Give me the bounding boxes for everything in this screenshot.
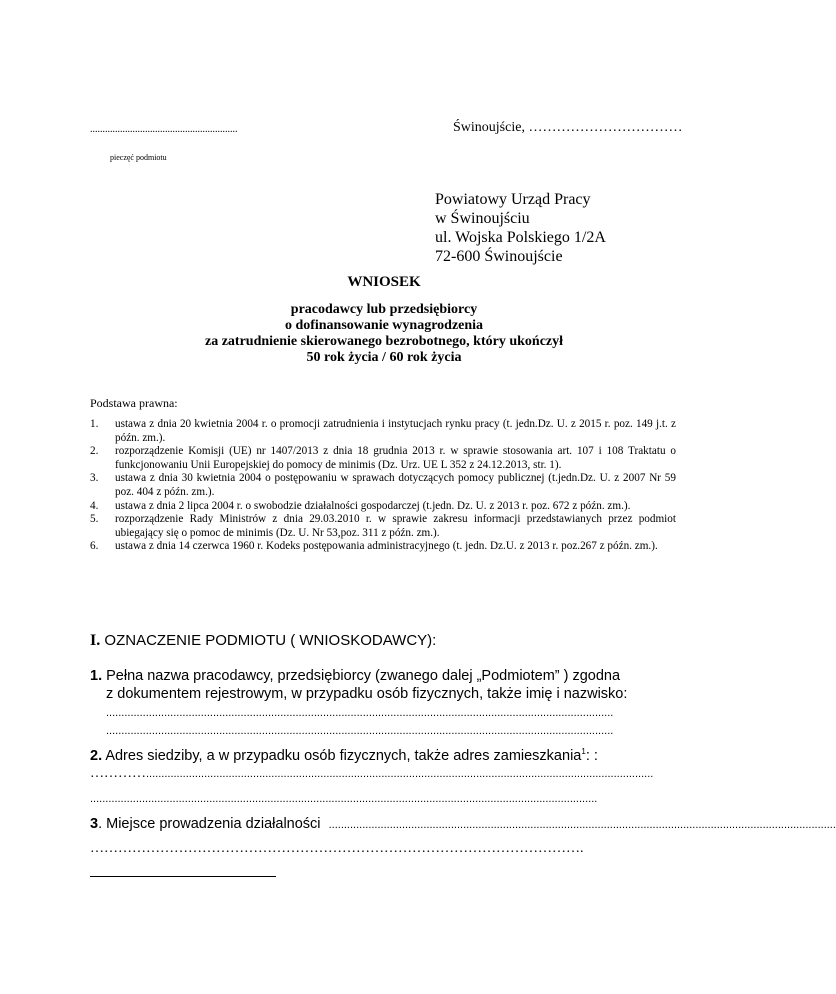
list-item-number: 5. xyxy=(90,513,99,526)
addressee-line: 72-600 Świnoujście xyxy=(435,248,563,265)
section-title: OZNACZENIE PODMIOTU ( WNIOSKODAWCY): xyxy=(100,632,437,649)
field-label-text: . Miejsce prowadzenia działalności xyxy=(98,816,321,832)
field-3-input-line[interactable]: ……………………………………………………………………………………………. xyxy=(90,841,584,856)
addressee-line: ul. Wojska Polskiego 1/2A xyxy=(435,229,606,246)
title-line: o dofinansowanie wynagrodzenia xyxy=(284,318,484,333)
field-1-label xyxy=(90,667,670,685)
list-item-text: ustawa z dnia 20 kwietnia 2004 r. o promocji zatrudnienia i instytucjach rynku pracy (t. jedn.Dz. U. z 2015 r. poz. 149 j.t. z późn. zm.). xyxy=(115,418,676,444)
place-date: Świnoujście, …………………………… xyxy=(453,120,683,135)
title-line: za zatrudnienie skierowanego bezrobotnego, który ukończył xyxy=(204,334,564,349)
field-2-dots-fill: ...................................................................................................................................................................... xyxy=(146,768,654,780)
legal-basis-list xyxy=(90,418,676,554)
list-item-text: ustawa z dnia 14 czerwca 1960 r. Kodeks postępowania administracyjnego (t. jedn. Dz.U. z 2013 r. poz.267 z późn. zm.). xyxy=(115,540,658,553)
list-item-number: 6. xyxy=(90,540,99,553)
field-label-text: Pełna nazwa pracodawcy, przedsiębiorcy (zwanego dalej „Podmiotem” ) zgodna xyxy=(102,668,621,684)
list-item xyxy=(90,500,676,514)
list-item xyxy=(90,445,676,472)
document-title xyxy=(0,274,768,366)
footnote-separator xyxy=(90,876,276,877)
list-item xyxy=(90,472,676,499)
list-item-number: 1. xyxy=(90,418,99,430)
addressee-line: Powiatowy Urząd Pracy xyxy=(435,191,591,208)
field-1-input-line[interactable]: ...................................................................................................................................................................... xyxy=(106,725,614,737)
stamp-dotted-line: ........................................................... xyxy=(90,124,238,135)
section-heading xyxy=(90,632,436,650)
list-item xyxy=(90,513,676,540)
field-1-input-line[interactable]: ...................................................................................................................................................................... xyxy=(106,707,614,719)
addressee-line: w Świnoujściu xyxy=(435,210,530,227)
list-item-text: rozporządzenie Komisji (UE) nr 1407/2013 z dnia 18 grudnia 2013 r. w sprawie stosowania art. 107 i 108 Traktatu o funkcjonowaniu Unii Europejskiej do pomocy de minimis (Dz. Urz. UE L 352 z 24.12.2013, str. 1). xyxy=(115,445,676,471)
list-item-text: rozporządzenie Rady Ministrów z dnia 29.03.2010 r. w sprawie zakresu informacji przedstawianych przez podmiot ubiegający się o pomoc de minimis (Dz. U. Nr 53,poz. 311 z późn. zm.). xyxy=(115,513,676,539)
field-2-input-line[interactable] xyxy=(90,764,668,783)
field-1-label-cont: z dokumentem rejestrowym, w przypadku osób fizycznych, także imię i nazwisko: xyxy=(106,686,628,702)
addressee-block xyxy=(435,190,606,266)
section-number: I. xyxy=(90,632,101,649)
field-label-tail: : : xyxy=(585,747,598,764)
list-item-number: 3. xyxy=(90,472,99,485)
field-number: 1. xyxy=(90,668,103,684)
field-number: 3 xyxy=(90,816,99,832)
list-item-number: 2. xyxy=(90,445,99,458)
field-2-dots-start: ………… xyxy=(90,766,146,781)
list-item xyxy=(90,418,676,445)
stamp-label: pieczęć podmiotu xyxy=(110,153,167,162)
footnote-marker: 1 xyxy=(581,747,586,756)
list-item xyxy=(90,540,676,554)
list-item-text: ustawa z dnia 2 lipca 2004 r. o swobodzie działalności gospodarczej (t.jedn. Dz. U. z 2013 r. poz. 672 z późn. zm.). xyxy=(115,499,631,512)
field-label-text: Adres siedziby, a w przypadku osób fizycznych, także adres zamieszkania xyxy=(102,747,582,764)
list-item-text: ustawa z dnia 30 kwietnia 2004 o postępowaniu w sprawach dotyczących pomocy publicznej (t.jedn.Dz. U. z 2007 Nr 59 poz. 404 z późn. zm.). xyxy=(115,472,676,498)
field-3-label xyxy=(90,815,836,834)
field-2-label xyxy=(90,743,670,765)
field-3-input-line[interactable]: ...................................................................................................................................................................... xyxy=(328,819,836,831)
title-line: pracodawcy lub przedsiębiorcy xyxy=(290,302,478,317)
list-item-number: 4. xyxy=(90,499,99,512)
field-2-input-line[interactable]: ...................................................................................................................................................................... xyxy=(90,793,598,805)
title-main: WNIOSEK xyxy=(347,274,421,290)
title-line: 50 rok życia / 60 rok życia xyxy=(306,350,462,365)
field-number: 2. xyxy=(90,747,103,764)
legal-basis-label: Podstawa prawna: xyxy=(90,396,178,410)
